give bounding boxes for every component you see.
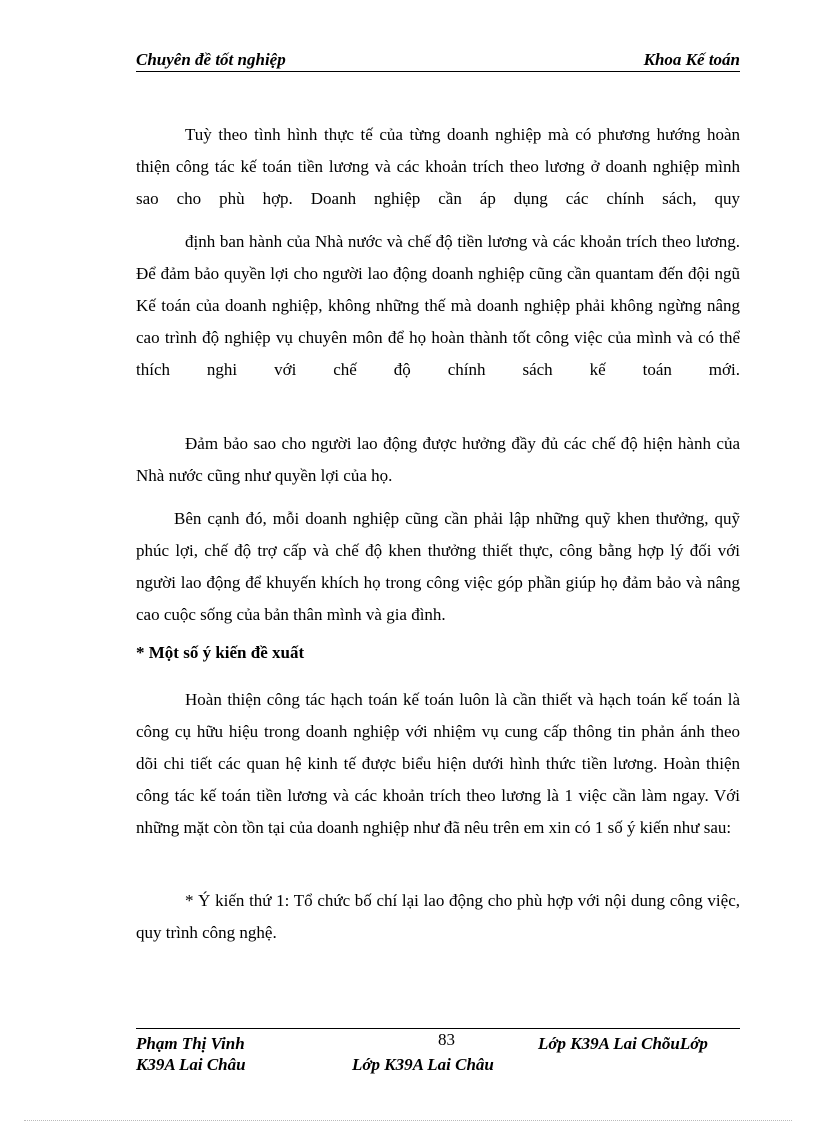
footer-author: Phạm Thị Vinh <box>136 1034 245 1053</box>
paragraph-6: * Ý kiến thứ 1: Tổ chức bố chí lại lao động cho phù hợp với nội dung công việc, quy trình công nghệ. <box>136 891 740 942</box>
footer-class-1: Lớp K39A Lai ChõuLớp <box>538 1034 708 1053</box>
paragraph-5: Hoàn thiện công tác hạch toán kế toán luôn là cần thiết và hạch toán kế toán là công cụ hữu hiệu trong doanh nghiệp với nhiệm vụ cung cấp thông tin phản ánh theo dõi chi tiết các quan hệ kinh tế được biểu hiện dưới hình thức tiền lương. Hoàn thiện công tác kế toán tiền lương và các khoản trích theo lương là 1 việc cần làm ngay. Với những mặt còn tồn tại của doanh nghiệp như đã nêu trên em xin có 1 số ý kiến như sau: <box>136 690 740 837</box>
page-header <box>136 47 740 73</box>
paragraph-1: Tuỳ theo tình hình thực tế của từng doanh nghiệp mà có phương hướng hoàn thiện công tác kế toán tiền lương và các khoản trích theo lương ở doanh nghiệp mình sao cho phù hợp. Doanh nghiệp cần áp dụng các chính sách, quy <box>136 125 740 208</box>
page-bottom-border <box>24 1120 792 1121</box>
paragraph-2: định ban hành của Nhà nước và chế độ tiền lương và các khoản trích theo lương. Để đảm bảo quyền lợi cho người lao động doanh nghiệp cũng cần quantam đến đội ngũ Kế toán của doanh nghiệp, không những thế mà doanh nghiệp phải không ngừng nâng cao trình độ nghiệp vụ chuyên môn để họ hoàn thành tốt công việc của mình và có thể thích nghi với chế độ chính sách kế toán mới. <box>136 232 740 379</box>
paragraph-3: Đảm bảo sao cho người lao động được hưởng đầy đủ các chế độ hiện hành của Nhà nước cũng như quyền lợi của họ. <box>136 434 740 485</box>
page-footer <box>136 1030 740 1080</box>
footer-class-3: Lớp K39A Lai Châu <box>352 1055 494 1074</box>
section-heading: * Một số ý kiến đề xuất <box>136 643 305 662</box>
header-title-right: Khoa Kế toán <box>643 50 740 69</box>
footer-class-2: K39A Lai Châu <box>136 1055 246 1074</box>
page-number: 83 <box>438 1030 455 1049</box>
header-rule <box>136 71 740 72</box>
footer-rule <box>136 1028 740 1029</box>
header-title-left: Chuyên đề tốt nghiệp <box>136 50 286 69</box>
paragraph-4: Bên cạnh đó, mỗi doanh nghiệp cũng cần phải lập những quỹ khen thưởng, quỹ phúc lợi, chế độ trợ cấp và chế độ khen thưởng thiết thực, công bằng hợp lý đối với người lao động để khuyến khích họ trong công việc góp phần giúp họ đảm bảo và nâng cao cuộc sống của bản thân mình và gia đình. <box>136 509 740 624</box>
